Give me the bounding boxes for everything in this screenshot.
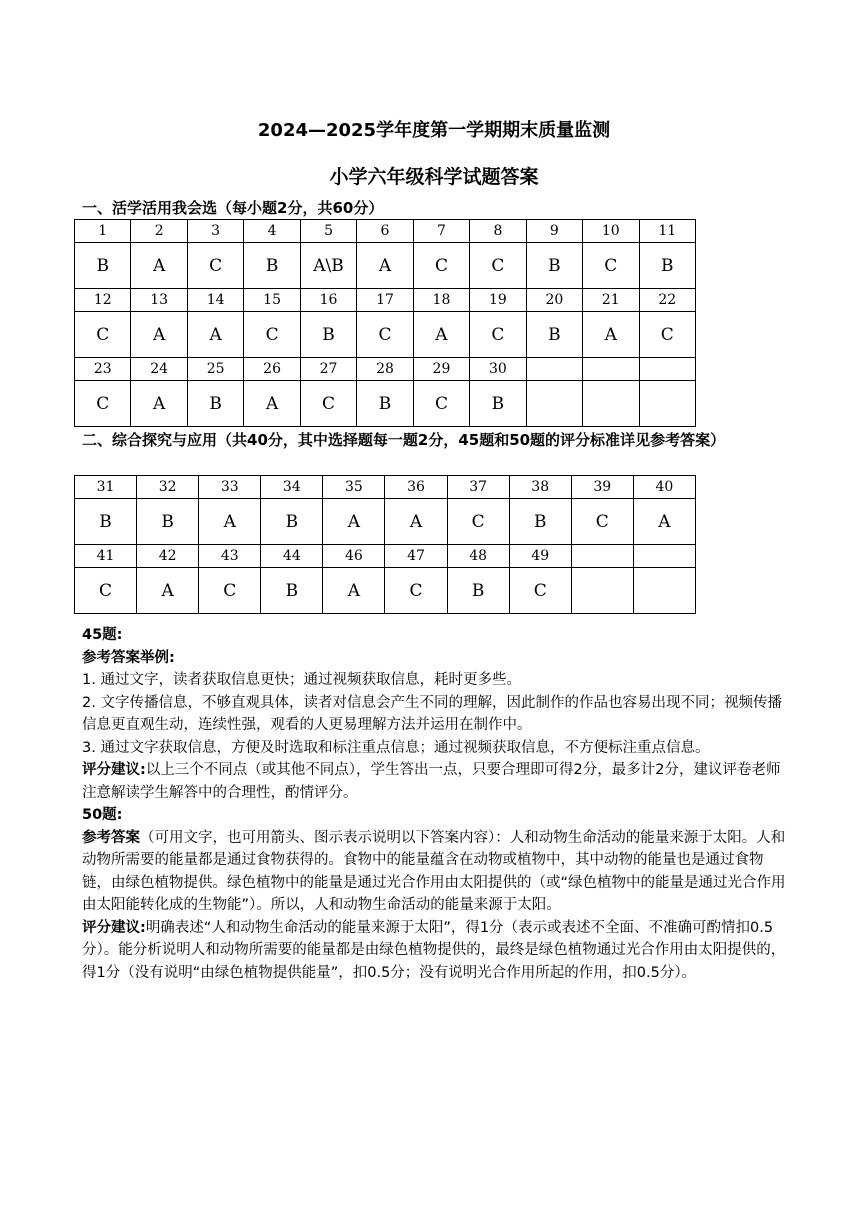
q50-label: 50题: bbox=[82, 807, 123, 823]
q50-reference-text: （可用文字，也可用箭头、图示表示说明以下答案内容）：人和动物生命活动的能量来源于太阳。人和动物所需要的能量都是通过食物获得的。食物中的能量蕴含在动物或植物中，其中动物的能量也是通过食物链，由绿色植物提供。绿色植物中的能量是通过光合作用由太阳提供的（或“绿色植物中的能量是通过光合作用由太阳能转化成的生物能”）。所以，人和动物生命活动的能量来源于太阳。 bbox=[82, 829, 786, 913]
answer-cell: B bbox=[261, 568, 323, 614]
question-number-cell: 39 bbox=[571, 476, 633, 499]
answer-cell: B bbox=[244, 243, 300, 289]
question-number-cell: 24 bbox=[131, 358, 187, 381]
question-number-cell: 42 bbox=[137, 545, 199, 568]
answer-cell: C bbox=[75, 568, 137, 614]
answer-row bbox=[75, 243, 696, 289]
answer-cell: C bbox=[357, 312, 413, 358]
answer-cell: A bbox=[244, 381, 300, 427]
answer-cell: A bbox=[323, 568, 385, 614]
q45-scoring bbox=[82, 759, 792, 804]
q50-reference-label: 参考答案 bbox=[82, 829, 140, 846]
answer-cell: B bbox=[137, 499, 199, 545]
answer-cell bbox=[633, 568, 695, 614]
answer-row bbox=[75, 381, 696, 427]
question-number-cell bbox=[583, 358, 639, 381]
answer-cell: A bbox=[131, 312, 187, 358]
question-number-cell bbox=[571, 545, 633, 568]
answer-cell: C bbox=[75, 381, 131, 427]
question-number-cell: 1 bbox=[75, 220, 131, 243]
answer-cell: B bbox=[357, 381, 413, 427]
q45-scoring-label: 评分建议: bbox=[82, 762, 146, 778]
question-number-cell: 2 bbox=[131, 220, 187, 243]
question-number-cell: 19 bbox=[470, 289, 526, 312]
q45-item-2: 2. 文字传播信息，不够直观具体，读者对信息会产生不同的理解，因此制作的作品也容易出现不同；视频传播信息更直观生动，连续性强，观看的人更易理解方法并运用在制作中。 bbox=[82, 694, 782, 733]
question-number-cell: 41 bbox=[75, 545, 137, 568]
answer-cell: C bbox=[470, 312, 526, 358]
question-number-cell: 37 bbox=[447, 476, 509, 499]
q45-label: 45题: bbox=[82, 627, 123, 643]
question-number-cell: 34 bbox=[261, 476, 323, 499]
answer-cell: B bbox=[526, 243, 582, 289]
question-number-cell: 27 bbox=[300, 358, 356, 381]
answer-cell bbox=[639, 381, 695, 427]
answer-cell: C bbox=[509, 568, 571, 614]
question-number-row bbox=[75, 289, 696, 312]
question-number-cell: 46 bbox=[323, 545, 385, 568]
q45-item-3: 3. 通过文字获取信息，方便及时选取和标注重点信息；通过视频获取信息，不方便标注重点信息。 bbox=[82, 739, 710, 756]
answer-cell: A bbox=[323, 499, 385, 545]
question-number-cell: 18 bbox=[413, 289, 469, 312]
answer-cell: C bbox=[75, 312, 131, 358]
answer-cell: B bbox=[447, 568, 509, 614]
answer-cell: A bbox=[633, 499, 695, 545]
answer-cell: A bbox=[187, 312, 243, 358]
answer-cell: C bbox=[470, 243, 526, 289]
answer-cell: C bbox=[385, 568, 447, 614]
question-number-cell: 10 bbox=[583, 220, 639, 243]
answer-cell: C bbox=[244, 312, 300, 358]
question-number-cell: 3 bbox=[187, 220, 243, 243]
question-number-cell: 32 bbox=[137, 476, 199, 499]
question-number-cell bbox=[526, 358, 582, 381]
answer-cell: A bbox=[131, 381, 187, 427]
answer-cell: C bbox=[300, 381, 356, 427]
question-number-cell: 16 bbox=[300, 289, 356, 312]
question-number-cell: 38 bbox=[509, 476, 571, 499]
question-number-cell: 17 bbox=[357, 289, 413, 312]
answer-cell: C bbox=[199, 568, 261, 614]
document-title: 2024—2025学年度第一学期期末质量监测 bbox=[257, 120, 611, 141]
question-number-cell: 49 bbox=[509, 545, 571, 568]
answer-row bbox=[75, 312, 696, 358]
answer-cell bbox=[583, 381, 639, 427]
question-number-cell: 21 bbox=[583, 289, 639, 312]
answer-cell: A bbox=[131, 243, 187, 289]
answer-cell: C bbox=[447, 499, 509, 545]
question-number-cell: 43 bbox=[199, 545, 261, 568]
question-number-row bbox=[75, 358, 696, 381]
answer-cell: B bbox=[75, 243, 131, 289]
question-number-cell: 40 bbox=[633, 476, 695, 499]
answer-cell: A\B bbox=[300, 243, 356, 289]
question-number-cell: 44 bbox=[261, 545, 323, 568]
question-number-cell: 36 bbox=[385, 476, 447, 499]
section2-answer-table bbox=[74, 475, 696, 614]
answer-cell: A bbox=[199, 499, 261, 545]
question-number-cell: 22 bbox=[639, 289, 695, 312]
answer-cell: C bbox=[413, 243, 469, 289]
question-number-cell: 26 bbox=[244, 358, 300, 381]
answer-cell: C bbox=[413, 381, 469, 427]
question-number-cell: 35 bbox=[323, 476, 385, 499]
question-number-cell: 33 bbox=[199, 476, 261, 499]
answer-cell: A bbox=[137, 568, 199, 614]
question-number-cell: 15 bbox=[244, 289, 300, 312]
answer-cell: C bbox=[187, 243, 243, 289]
answer-row bbox=[75, 568, 696, 614]
question-number-cell: 28 bbox=[357, 358, 413, 381]
question-number-cell: 29 bbox=[413, 358, 469, 381]
question-number-cell: 9 bbox=[526, 220, 582, 243]
q45-reference-label: 参考答案举例: bbox=[82, 649, 175, 666]
answer-cell: A bbox=[413, 312, 469, 358]
question-number-cell: 14 bbox=[187, 289, 243, 312]
question-number-cell: 20 bbox=[526, 289, 582, 312]
question-number-cell: 47 bbox=[385, 545, 447, 568]
question-number-cell bbox=[639, 358, 695, 381]
question-number-cell: 25 bbox=[187, 358, 243, 381]
q50-scoring bbox=[82, 917, 792, 985]
question-number-cell: 8 bbox=[470, 220, 526, 243]
question-number-cell: 6 bbox=[357, 220, 413, 243]
answer-cell: B bbox=[526, 312, 582, 358]
answer-cell: B bbox=[187, 381, 243, 427]
answer-cell bbox=[526, 381, 582, 427]
question-number-cell bbox=[633, 545, 695, 568]
question-number-cell: 48 bbox=[447, 545, 509, 568]
question-number-cell: 23 bbox=[75, 358, 131, 381]
answer-cell: A bbox=[583, 312, 639, 358]
answer-row bbox=[75, 499, 696, 545]
answer-cell bbox=[571, 568, 633, 614]
document-subtitle: 小学六年级科学试题答案 bbox=[329, 166, 539, 188]
answer-cell: A bbox=[357, 243, 413, 289]
section1-answer-table bbox=[74, 219, 696, 427]
answer-cell: C bbox=[571, 499, 633, 545]
q45-block bbox=[82, 624, 792, 984]
q50-reference bbox=[82, 827, 792, 917]
q50-scoring-label: 评分建议: bbox=[82, 919, 146, 936]
question-number-cell: 30 bbox=[470, 358, 526, 381]
section2-heading: 二、综合探究与应用（共40分，其中选择题每一题2分，45题和50题的评分标准详见参考答案） bbox=[82, 431, 726, 449]
section1-heading: 一、活学活用我会选（每小题2分，共60分） bbox=[82, 199, 384, 217]
question-number-row bbox=[75, 545, 696, 568]
answer-cell: B bbox=[75, 499, 137, 545]
question-number-row bbox=[75, 220, 696, 243]
answer-cell: C bbox=[583, 243, 639, 289]
answer-cell: A bbox=[385, 499, 447, 545]
answer-cell: B bbox=[509, 499, 571, 545]
q45-scoring-text: 以上三个不同点（或其他不同点），学生答出一点，只要合理即可得2分，最多计2分，建议评卷老师注意解读学生解答中的合理性，酌情评分。 bbox=[82, 762, 781, 801]
answer-cell: B bbox=[261, 499, 323, 545]
answer-cell: B bbox=[300, 312, 356, 358]
answer-cell: B bbox=[639, 243, 695, 289]
question-number-cell: 5 bbox=[300, 220, 356, 243]
question-number-cell: 11 bbox=[639, 220, 695, 243]
q50-scoring-text: 明确表述“人和动物生命活动的能量来源于太阳”，得1分（表示或表述不全面、不准确可酌情扣0.5分）。能分析说明人和动物所需要的能量都是由绿色植物提供的，最终是绿色植物通过光合作用由太阳提供的，得1分（没有说明“由绿色植物提供能量”，扣0.5分；没有说明光合作用所起的作用，扣0.5分）。 bbox=[82, 919, 786, 981]
answer-cell: B bbox=[470, 381, 526, 427]
answer-cell: C bbox=[639, 312, 695, 358]
question-number-row bbox=[75, 476, 696, 499]
q45-item-1: 1. 通过文字，读者获取信息更快；通过视频获取信息，耗时更多些。 bbox=[82, 672, 521, 688]
question-number-cell: 13 bbox=[131, 289, 187, 312]
question-number-cell: 4 bbox=[244, 220, 300, 243]
question-number-cell: 12 bbox=[75, 289, 131, 312]
question-number-cell: 7 bbox=[413, 220, 469, 243]
question-number-cell: 31 bbox=[75, 476, 137, 499]
